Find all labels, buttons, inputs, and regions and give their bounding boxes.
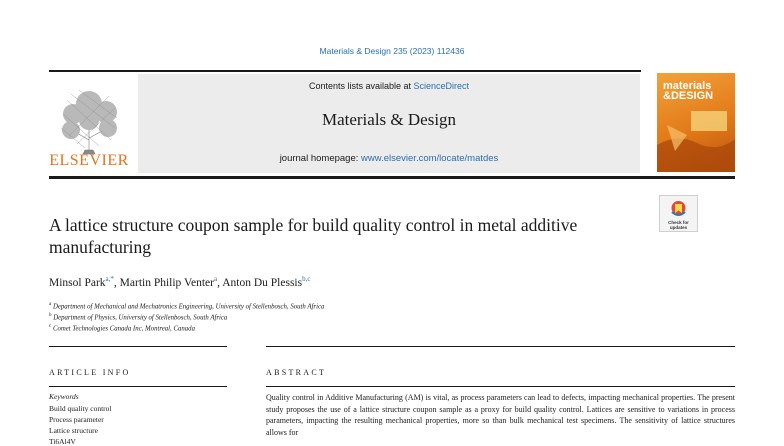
check-for-updates-label: Check for updates [668,220,689,230]
affiliation-text: Department of Physics, University of Stellenbosch, South Africa [53,314,228,322]
author-name[interactable]: Anton Du Plessis [222,276,303,289]
article-info-heading: ARTICLE INFO [49,368,131,377]
header-bottom-rule [49,176,735,179]
author-affiliation-mark[interactable]: a,* [105,275,114,283]
abstract-rule [266,386,735,387]
affiliation-text: Comet Technologies Canada Inc, Montreal, Canada [52,325,195,333]
affiliation-item [49,324,195,332]
keyword-item: Ti6Al4V [49,437,76,446]
author-name[interactable]: Martin Philip Venter [119,276,214,289]
article-info-rule [49,386,227,387]
author-affiliation-mark[interactable]: a [214,275,218,283]
keyword-item: Process parameter [49,415,104,424]
contents-prefix: Contents lists available at [308,81,414,91]
cover-title [663,81,713,101]
cover-artwork [657,105,735,172]
author-separator: , [217,276,223,289]
keywords-label: Keywords [49,392,79,401]
sciencedirect-link[interactable]: ScienceDirect [413,81,470,91]
journal-cover-image[interactable] [657,73,735,172]
affiliation-item [49,313,227,321]
journal-title: Materials & Design [321,110,457,129]
homepage-prefix: journal homepage: [279,153,362,164]
header-rule [49,70,641,72]
abstract-heading: ABSTRACT [266,368,327,377]
publisher-logo-text: ELSEVIER [49,152,129,169]
author-separator: , [113,276,120,289]
keyword-item: Lattice structure [49,426,98,435]
affiliation-text: Department of Mechanical and Mechatronics Engineering, University of Stellenbosch, South Africa [52,303,325,311]
contents-line [138,81,640,91]
affiliation-item [49,302,324,310]
article-title: A lattice structure coupon sample for build quality control in metal additive manufacturing [49,215,578,257]
author-list [49,275,310,289]
affiliation-mark: b [49,313,52,318]
article-info-top-rule [49,346,227,347]
keyword-item: Build quality control [49,404,112,413]
affiliation-mark: c [49,324,52,329]
journal-citation[interactable]: Materials & Design 235 (2023) 112436 [319,46,465,56]
cover-title-line-2: &DESIGN [663,90,714,102]
author-affiliation-mark[interactable]: b,c [302,275,311,283]
homepage-line [138,153,640,164]
author-name[interactable]: Minsol Park [49,276,106,289]
check-for-updates-badge[interactable] [659,195,698,232]
cover-title-line-1: materials [663,80,712,92]
abstract-text: Quality control in Additive Manufacturing (AM) is vital, as process parameters can lead to defects, impacting mechanical properties. The present study proposes the use of a lattice structure coupon sample as a proxy for build quality control. Lattices are sensitive to variations in process parameters, impacting the resulting mechanical properties, more so than bulk mechanical test specimens. The sensitivity of lattice structures allows for [266,393,735,437]
affiliation-mark: a [49,302,52,307]
homepage-link[interactable]: www.elsevier.com/locate/matdes [361,153,499,164]
bookmark-icon [670,200,687,219]
abstract-top-rule [266,346,735,347]
